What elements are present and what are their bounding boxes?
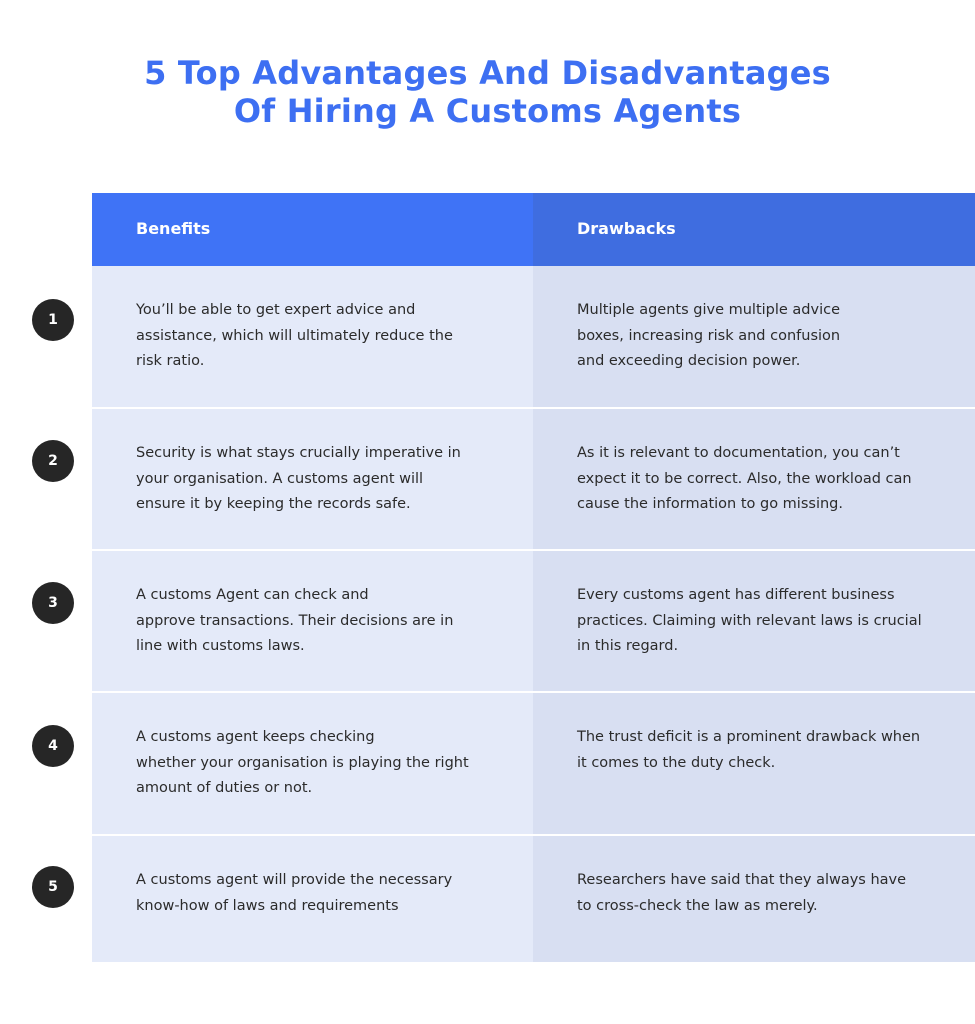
benefit-cell bbox=[92, 409, 533, 549]
table-row bbox=[92, 551, 975, 691]
drawback-text: The trust deficit is a prominent drawback when it comes to the duty check. bbox=[577, 729, 921, 771]
row-number-badge: 5 bbox=[32, 866, 74, 908]
benefit-text: A customs agent will provide the necessary know-how of laws and requirements bbox=[136, 872, 453, 914]
benefit-text: A customs Agent can check and approve transactions. Their decisions are in line with customs laws. bbox=[136, 587, 454, 654]
page-title-line-2: Of Hiring A Customs Agents bbox=[233, 92, 742, 130]
benefits-header bbox=[92, 193, 533, 266]
drawback-cell bbox=[533, 836, 975, 962]
drawback-text: Every customs agent has different business practices. Claiming with relevant laws is crucial in this regard. bbox=[577, 587, 922, 654]
drawback-text: As it is relevant to documentation, you can’t expect it to be correct. Also, the workload can cause the information to go missing. bbox=[577, 445, 912, 512]
row-number-badge: 3 bbox=[32, 582, 74, 624]
row-number-badge: 1 bbox=[32, 299, 74, 341]
page-title-line-1: 5 Top Advantages And Disadvantages bbox=[144, 54, 831, 92]
benefit-cell bbox=[92, 693, 533, 834]
benefit-text: You’ll be able to get expert advice and assistance, which will ultimately reduce the risk ratio. bbox=[136, 302, 453, 369]
benefit-cell bbox=[92, 266, 533, 407]
drawback-text: Researchers have said that they always have to cross-check the law as merely. bbox=[577, 872, 907, 914]
table-row bbox=[92, 693, 975, 834]
benefit-text: Security is what stays crucially imperative in your organisation. A customs agent will ensure it by keeping the records safe. bbox=[136, 445, 461, 512]
drawbacks-header-label: Drawbacks bbox=[577, 219, 676, 238]
row-number-badge: 4 bbox=[32, 725, 74, 767]
table-row bbox=[92, 836, 975, 962]
benefit-cell bbox=[92, 836, 533, 962]
drawback-cell bbox=[533, 409, 975, 549]
drawback-cell bbox=[533, 266, 975, 407]
drawback-cell bbox=[533, 693, 975, 834]
benefit-text: A customs agent keeps checking whether your organisation is playing the right amount of duties or not. bbox=[136, 729, 469, 796]
drawbacks-header bbox=[533, 193, 975, 266]
benefits-header-label: Benefits bbox=[136, 219, 211, 238]
table-row bbox=[92, 266, 975, 407]
benefit-cell bbox=[92, 551, 533, 691]
table-row bbox=[92, 409, 975, 549]
drawback-text: Multiple agents give multiple advice boxes, increasing risk and confusion and exceeding decision power. bbox=[577, 302, 841, 369]
drawback-cell bbox=[533, 551, 975, 691]
row-number-badge: 2 bbox=[32, 440, 74, 482]
